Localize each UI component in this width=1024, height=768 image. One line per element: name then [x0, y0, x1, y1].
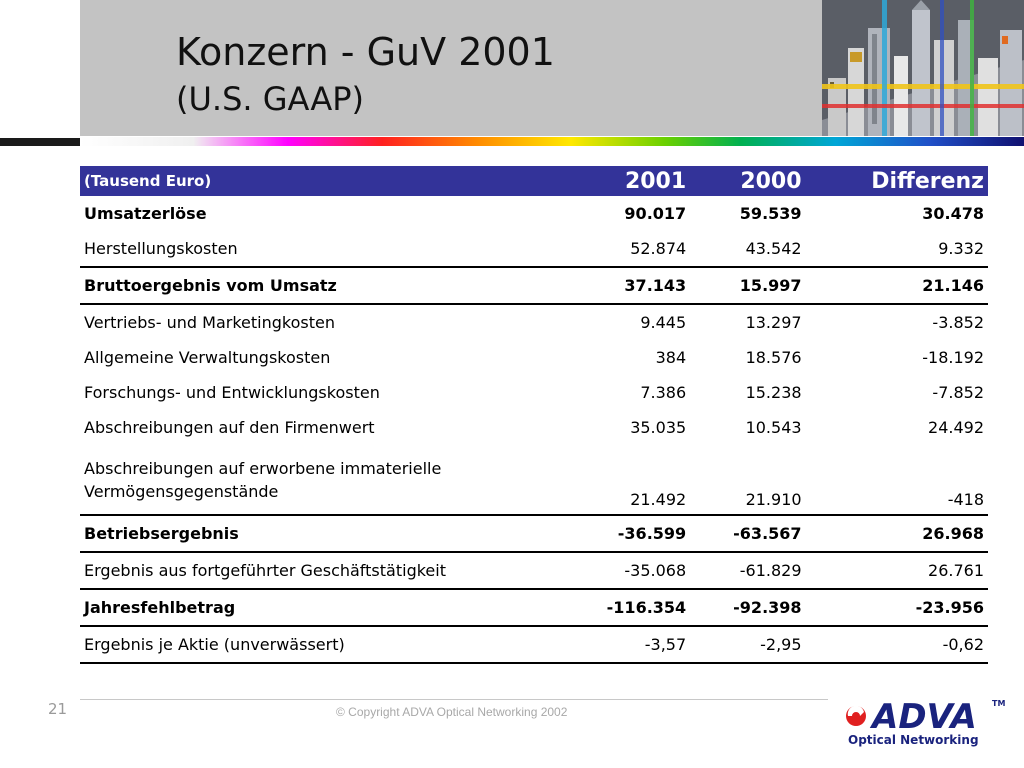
row-label: Allgemeine Verwaltungskosten	[84, 348, 331, 367]
value-2001: 52.874	[630, 239, 687, 258]
value-difference: -418	[947, 490, 984, 509]
row-label: Abschreibungen auf den Firmenwert	[84, 418, 375, 437]
value-2000: 43.542	[745, 239, 802, 258]
row-label: Betriebsergebnis	[80, 515, 558, 552]
value-2000: 15.238	[745, 383, 802, 402]
value-difference: 9.332	[938, 239, 984, 258]
title-band	[80, 0, 822, 136]
logo-subtitle: Optical Networking	[848, 733, 979, 747]
value-difference: 30.478	[922, 204, 984, 223]
value-2000: 18.576	[745, 348, 802, 367]
value-2000: 15.997	[690, 267, 805, 304]
spectrum-stripe	[80, 137, 1024, 146]
table-row	[80, 375, 988, 410]
value-difference: 26.968	[806, 515, 988, 552]
row-label: Jahresfehlbetrag	[80, 589, 558, 626]
table-header-row	[80, 166, 988, 196]
row-label: Herstellungskosten	[84, 239, 238, 258]
value-2001: 9.445	[558, 304, 690, 340]
slide-subtitle: (U.S. GAAP)	[176, 80, 364, 118]
row-label: Forschungs- und Entwicklungskosten	[84, 383, 380, 402]
row-label-line2: Vermögensgegenstände	[84, 481, 279, 501]
slide-title: Konzern - GuV 2001	[176, 30, 555, 74]
value-difference: 21.146	[806, 267, 988, 304]
table-row	[80, 304, 988, 340]
table-row	[80, 515, 988, 552]
value-2001: -35.068	[558, 552, 690, 589]
table-row	[80, 231, 988, 267]
value-difference: -7.852	[932, 383, 984, 402]
row-label: Umsatzerlöse	[84, 204, 207, 223]
value-difference: -0,62	[806, 626, 988, 663]
value-2000: 21.910	[745, 490, 802, 509]
value-2001: 7.386	[640, 383, 687, 402]
value-difference: -18.192	[922, 348, 984, 367]
row-label: Ergebnis je Aktie (unverwässert)	[80, 626, 558, 663]
value-2001: 21.492	[630, 490, 687, 509]
value-difference: -3.852	[806, 304, 988, 340]
value-2001: 37.143	[558, 267, 690, 304]
table-row	[80, 410, 988, 445]
logo-trademark: TM	[992, 699, 1006, 708]
copyright-notice: © Copyright ADVA Optical Networking 2002	[336, 705, 568, 719]
year-2000-header: 2000	[740, 168, 802, 194]
row-label	[80, 445, 558, 515]
unit-header: (Tausend Euro)	[84, 172, 212, 190]
value-2001: -36.599	[558, 515, 690, 552]
value-2000: -2,95	[690, 626, 805, 663]
value-2000: -92.398	[690, 589, 805, 626]
value-difference: 26.761	[806, 552, 988, 589]
value-2000: 59.539	[739, 204, 802, 223]
value-2001: -116.354	[558, 589, 690, 626]
adva-swirl-icon	[846, 706, 866, 726]
page-number: 21	[48, 700, 68, 718]
value-2001: 90.017	[624, 204, 687, 223]
footer-divider	[80, 699, 828, 700]
logo-wordmark: ADVA	[872, 697, 977, 737]
value-2001: -3,57	[558, 626, 690, 663]
difference-header: Differenz	[871, 168, 984, 194]
value-2001: 35.035	[630, 418, 687, 437]
table-row	[80, 589, 988, 626]
value-difference: -23.956	[806, 589, 988, 626]
table-row	[80, 196, 988, 231]
row-label-line1: Abschreibungen auf erworbene immaterielle	[84, 458, 442, 478]
row-label: Vertriebs- und Marketingkosten	[80, 304, 558, 340]
income-statement-table	[80, 166, 988, 664]
value-2001: 384	[655, 348, 687, 367]
adva-logo	[842, 694, 1014, 748]
row-label: Ergebnis aus fortgeführter Geschäftstätigkeit	[80, 552, 558, 589]
value-2000: 10.543	[745, 418, 802, 437]
accent-bar	[0, 138, 80, 146]
table-row	[80, 445, 988, 515]
row-label: Bruttoergebnis vom Umsatz	[80, 267, 558, 304]
year-2001-header: 2001	[624, 168, 687, 194]
value-2000: 13.297	[690, 304, 805, 340]
value-2000: -61.829	[690, 552, 805, 589]
table-row	[80, 626, 988, 663]
table-row	[80, 267, 988, 304]
value-2000: -63.567	[690, 515, 805, 552]
table-row	[80, 340, 988, 375]
city-network-illustration	[822, 0, 1024, 136]
table-row	[80, 552, 988, 589]
value-difference: 24.492	[928, 418, 984, 437]
